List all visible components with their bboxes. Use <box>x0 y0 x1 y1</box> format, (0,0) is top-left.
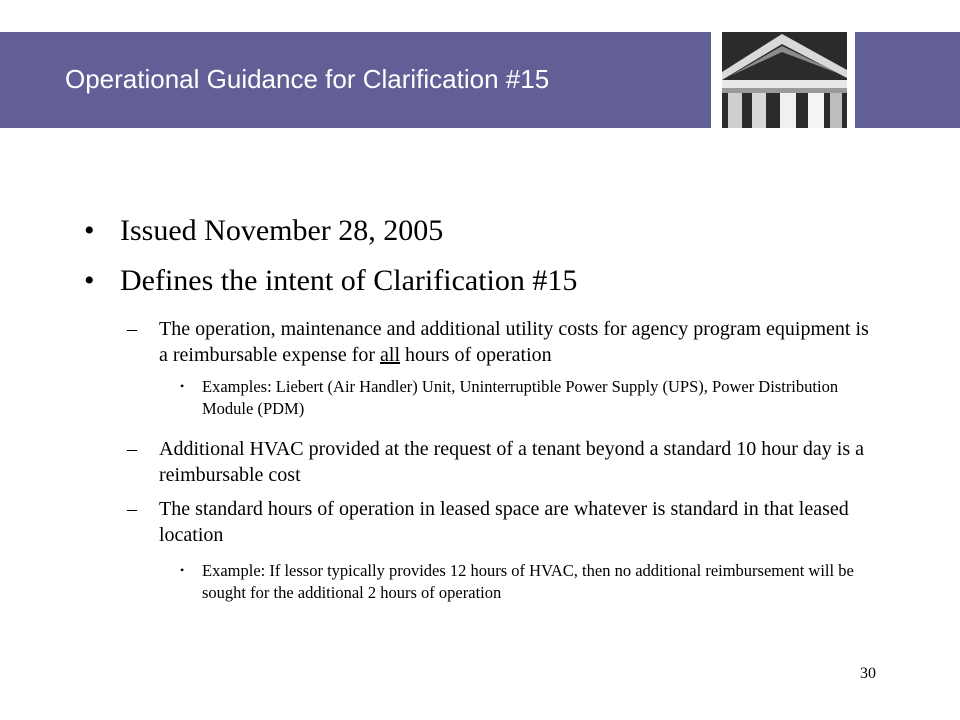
bullet-marker: • <box>180 563 185 577</box>
sub-item-text <box>159 316 879 368</box>
text-part: The operation, maintenance and additional utility costs for agency program equipment is a reimbursable expense for <box>159 318 869 366</box>
example-text: Example: If lessor typically provides 12 hours of HVAC, then no additional reimbursement will be sought for the additional 2 hours of operation <box>202 561 854 602</box>
bullet-marker: • <box>180 379 185 393</box>
dash-marker: – <box>127 438 137 460</box>
page-number: 30 <box>860 665 876 682</box>
dash-marker: – <box>127 498 137 520</box>
bullet-marker: • <box>84 214 95 247</box>
underlined-word: all <box>380 344 401 366</box>
dash-marker: – <box>127 318 137 340</box>
example-text: Examples: Liebert (Air Handler) Unit, Uninterruptible Power Supply (UPS), Power Distribution Module (PDM) <box>202 377 839 418</box>
text-part: hours of operation <box>400 344 552 366</box>
bullet-marker: • <box>84 264 95 297</box>
sub-item-text: The standard hours of operation in leased space are whatever is standard in that leased location <box>159 498 849 546</box>
sub-item-text: Additional HVAC provided at the request of a tenant beyond a standard 10 hour day is a reimbursable cost <box>159 438 865 486</box>
bullet-text: Defines the intent of Clarification #15 <box>120 264 578 297</box>
slide-title: Operational Guidance for Clarification #15 <box>65 64 550 94</box>
bullet-text: Issued November 28, 2005 <box>120 214 444 247</box>
